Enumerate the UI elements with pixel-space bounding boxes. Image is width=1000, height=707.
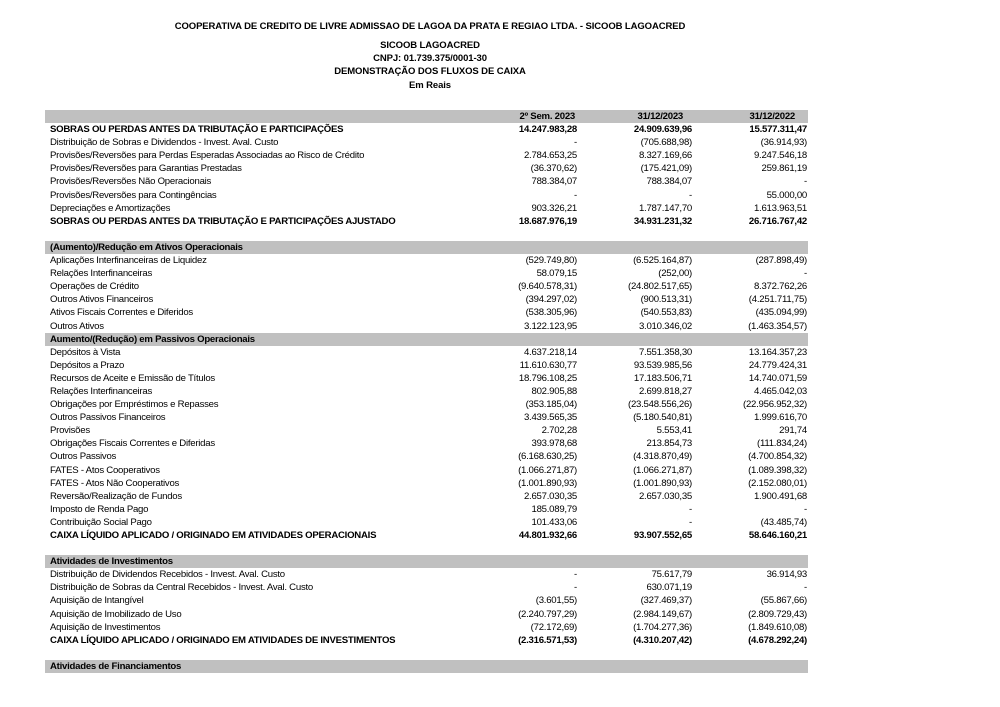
row-value: (1.704.277,36) xyxy=(633,621,692,633)
row-value: (4.310.207,42) xyxy=(633,634,692,646)
table-row xyxy=(45,189,808,202)
row-value: 4.637.218,14 xyxy=(523,346,577,358)
row-value: (4.700.854,32) xyxy=(748,451,807,463)
row-value: (1.463.354,57) xyxy=(748,320,807,332)
row-value: - xyxy=(804,268,807,280)
row-value: 75.617,79 xyxy=(651,569,692,581)
row-value: (4.678.292,24) xyxy=(748,634,807,646)
row-label: SOBRAS OU PERDAS ANTES DA TRIBUTAÇÃO E PARTICIPAÇÕES xyxy=(50,124,344,136)
row-label: Outros Passivos xyxy=(50,451,117,463)
table-row xyxy=(45,516,808,529)
row-value: (6.168.630,25) xyxy=(518,451,577,463)
row-label: Imposto de Renda Pago xyxy=(50,503,149,515)
row-value: 393.978,68 xyxy=(531,438,577,450)
row-label: (Aumento)/Redução em Ativos Operacionais xyxy=(50,241,243,253)
row-value: - xyxy=(689,516,692,528)
table-row xyxy=(45,450,808,463)
row-label: FATES - Atos Cooperativos xyxy=(50,464,160,476)
table-row xyxy=(45,464,808,477)
table-row xyxy=(45,477,808,490)
row-value: 93.907.552,65 xyxy=(633,530,692,541)
row-value: 1.999.616,70 xyxy=(753,412,807,424)
row-value: (2.809.729,43) xyxy=(748,608,807,620)
row-value: 24.779.424,31 xyxy=(748,359,807,371)
table-row xyxy=(45,581,808,594)
row-label: Provisões/Reversões Não Operacionais xyxy=(50,176,212,188)
row-value: - xyxy=(574,189,577,201)
row-label: Provisões/Reversões para Perdas Esperadas Associadas ao Risco de Crédito xyxy=(50,150,365,162)
row-value: 213.854,73 xyxy=(646,438,692,450)
row-value: 58.079,15 xyxy=(536,268,577,280)
row-value: - xyxy=(574,582,577,594)
row-value: (3.601,55) xyxy=(535,595,577,607)
row-label: Aquisição de Investimentos xyxy=(50,621,161,633)
table-row xyxy=(45,621,808,634)
row-value: (1.001.890,93) xyxy=(518,477,577,489)
table-row xyxy=(45,424,808,437)
row-label: Depreciações e Amortizações xyxy=(50,202,171,214)
row-value: (5.180.540,81) xyxy=(633,412,692,424)
row-value: 26.716.767,42 xyxy=(748,215,807,227)
row-value: 2.699.818,27 xyxy=(638,385,692,397)
table-row xyxy=(45,437,808,450)
row-value: (111.834,24) xyxy=(757,438,807,450)
row-value: 788.384,07 xyxy=(531,176,577,188)
row-value: 44.801.932,66 xyxy=(518,530,577,541)
row-label: Outros Passivos Financeiros xyxy=(50,412,166,424)
row-value: 2.702,28 xyxy=(541,425,577,437)
table-row xyxy=(45,568,808,581)
row-value: (1.089.398,32) xyxy=(748,464,807,476)
row-label: Outros Ativos Financeiros xyxy=(50,294,154,306)
row-value: - xyxy=(574,137,577,149)
row-value: (4.251.711,75) xyxy=(748,294,807,306)
row-value: 13.164.357,23 xyxy=(748,346,807,358)
row-value: 1.613.963,51 xyxy=(753,202,807,214)
row-value: 15.577.311,47 xyxy=(749,124,807,136)
row-label: Obrigações Fiscais Correntes e Diferidas xyxy=(50,438,215,450)
section-header-row xyxy=(45,333,808,346)
column-header: 31/12/2022 xyxy=(749,111,795,122)
spacer-row xyxy=(45,228,808,241)
row-value: 259.861,19 xyxy=(761,163,807,175)
row-value: (6.525.164,87) xyxy=(633,255,692,267)
row-value: (22.956.952,32) xyxy=(743,399,807,411)
section-header-row xyxy=(45,241,808,254)
table-row xyxy=(45,411,808,424)
row-value: (394.297,02) xyxy=(525,294,577,306)
section-header-row xyxy=(45,660,808,673)
table-row xyxy=(45,136,808,149)
spacer-row xyxy=(45,542,808,555)
column-header: 2º Sem. 2023 xyxy=(519,111,575,122)
row-label: Depósitos à Vista xyxy=(50,346,121,358)
currency-unit: Em Reais xyxy=(409,80,451,91)
row-value: 55.000,00 xyxy=(766,189,807,201)
row-value: 2.657.030,35 xyxy=(523,490,577,502)
table-header-row xyxy=(45,110,808,123)
row-value: (175.421,09) xyxy=(640,163,692,175)
row-value: (72.172,69) xyxy=(530,621,577,633)
row-label: Contribuição Social Pago xyxy=(50,516,152,528)
row-label: Atividades de Financiamentos xyxy=(50,660,182,672)
column-header: 31/12/2023 xyxy=(637,111,683,122)
row-value: 18.796.108,25 xyxy=(518,372,577,384)
row-value: (287.898,49) xyxy=(755,255,807,267)
row-value: (1.849.610,08) xyxy=(748,621,807,633)
row-value: - xyxy=(574,569,577,581)
spacer-row xyxy=(45,647,808,660)
row-value: 34.931.231,32 xyxy=(633,215,692,227)
row-value: 788.384,07 xyxy=(646,176,692,188)
row-value: 101.433,06 xyxy=(531,516,577,528)
row-value: 18.687.976,19 xyxy=(518,215,577,227)
table-row xyxy=(45,293,808,306)
row-value: 8.327.169,66 xyxy=(638,150,692,162)
cnpj: CNPJ: 01.739.375/0001-30 xyxy=(373,53,487,64)
row-value: 17.183.506,71 xyxy=(633,372,692,384)
row-label: Aplicações Interfinanceiras de Liquidez xyxy=(50,255,207,267)
table-row xyxy=(45,372,808,385)
row-label: Provisões xyxy=(50,425,90,437)
row-value: (2.240.797,29) xyxy=(518,608,577,620)
row-value: 8.372.762,26 xyxy=(753,281,807,293)
row-value: 11.610.630,77 xyxy=(519,359,577,371)
table-row xyxy=(45,608,808,621)
total-row xyxy=(45,634,808,647)
row-label: Ativos Fiscais Correntes e Diferidos xyxy=(50,307,193,319)
row-value: 24.909.639,96 xyxy=(633,124,692,136)
row-label: Recursos de Aceite e Emissão de Títulos xyxy=(50,372,215,384)
row-value: 185.089,79 xyxy=(531,503,577,515)
row-value: (327.469,37) xyxy=(640,595,692,607)
row-label: Depósitos a Prazo xyxy=(50,359,125,371)
row-value: 9.247.546,18 xyxy=(753,150,807,162)
row-value: 14.740.071,59 xyxy=(748,372,807,384)
row-value: (2.152.080,01) xyxy=(748,477,807,489)
row-value: 291,74 xyxy=(779,425,807,437)
row-value: (705.688,98) xyxy=(640,137,692,149)
row-value: 802.905,88 xyxy=(531,385,577,397)
row-value: (9.640.578,31) xyxy=(518,281,577,293)
statement-title: DEMONSTRAÇÃO DOS FLUXOS DE CAIXA xyxy=(334,66,526,77)
company-title: COOPERATIVA DE CREDITO DE LIVRE ADMISSAO DE LAGOA DA PRATA E REGIAO LTDA. - SICOOB LAGOACRED xyxy=(174,21,686,32)
row-value: 7.551.358,30 xyxy=(638,346,692,358)
row-value: 36.914,93 xyxy=(766,569,807,581)
row-value: (2.316.571,53) xyxy=(518,634,577,646)
row-value: 93.539.985,56 xyxy=(633,359,692,371)
table-row xyxy=(45,267,808,280)
row-label: Relações Interfinanceiras xyxy=(50,268,153,280)
row-value: (538.305,96) xyxy=(525,307,577,319)
row-label: FATES - Atos Não Cooperativos xyxy=(50,477,180,489)
row-value: 3.010.346,02 xyxy=(638,320,692,332)
row-label: Operações de Crédito xyxy=(50,281,139,293)
row-value: (23.548.556,26) xyxy=(628,399,692,411)
row-value: (2.984.149,67) xyxy=(633,608,692,620)
row-label: Aumento/(Redução) em Passivos Operacionais xyxy=(50,333,255,345)
row-value: (24.802.517,65) xyxy=(628,281,692,293)
table-row xyxy=(45,385,808,398)
table-row xyxy=(45,320,808,333)
row-label: Reversão/Realização de Fundos xyxy=(50,490,182,502)
row-value: (36.914,93) xyxy=(760,137,807,149)
row-value: 3.122.123,95 xyxy=(523,320,577,332)
section-header-row xyxy=(45,555,808,568)
row-value: - xyxy=(689,503,692,515)
row-value: 14.247.983,28 xyxy=(518,124,577,136)
row-value: - xyxy=(804,582,807,594)
row-label: Outros Ativos xyxy=(50,320,104,332)
table-row xyxy=(45,202,808,215)
row-value: 2.784.653,25 xyxy=(523,150,577,162)
row-value: 4.465.042,03 xyxy=(753,385,807,397)
row-value: - xyxy=(804,503,807,515)
row-label: Distribuição de Sobras e Dividendos - Invest. Aval. Custo xyxy=(50,137,279,149)
table-row xyxy=(45,162,808,175)
row-value: 1.787.147,70 xyxy=(638,202,692,214)
row-label: Aquisição de Intangível xyxy=(50,595,144,607)
row-value: 3.439.565,35 xyxy=(523,412,577,424)
table-row xyxy=(45,398,808,411)
total-row xyxy=(45,529,808,542)
row-label: Obrigações por Empréstimos e Repasses xyxy=(50,399,219,411)
table-row xyxy=(45,359,808,372)
row-label: Relações Interfinanceiras xyxy=(50,385,153,397)
row-value: - xyxy=(804,176,807,188)
row-value: (435.094,99) xyxy=(755,307,807,319)
table-row xyxy=(45,306,808,319)
row-label: Provisões/Reversões para Contingências xyxy=(50,189,217,201)
row-label: SOBRAS OU PERDAS ANTES DA TRIBUTAÇÃO E PARTICIPAÇÕES AJUSTADO xyxy=(50,215,396,227)
row-value: (1.066.271,87) xyxy=(633,464,692,476)
row-value: 2.657.030,35 xyxy=(638,490,692,502)
table-row xyxy=(45,254,808,267)
row-value: (1.001.890,93) xyxy=(633,477,692,489)
table-row xyxy=(45,175,808,188)
total-row xyxy=(45,215,808,228)
row-label: Atividades de Investimentos xyxy=(50,556,173,568)
table-row xyxy=(45,280,808,293)
row-label: Distribuição de Dividendos Recebidos - Invest. Aval. Custo xyxy=(50,569,285,581)
table-row xyxy=(45,594,808,607)
row-value: 1.900.491,68 xyxy=(753,490,807,502)
cash-flow-table xyxy=(45,110,808,673)
row-label: CAIXA LÍQUIDO APLICADO / ORIGINADO EM ATIVIDADES DE INVESTIMENTOS xyxy=(50,634,396,646)
table-row xyxy=(45,346,808,359)
row-value: (4.318.870,49) xyxy=(633,451,692,463)
row-value: 630.071,19 xyxy=(646,582,692,594)
row-label: Distribuição de Sobras da Central Recebidos - Invest. Aval. Custo xyxy=(50,582,313,594)
row-label: Provisões/Reversões para Garantias Prestadas xyxy=(50,163,242,175)
row-label: Aquisição de Imobilizado de Uso xyxy=(50,608,182,620)
row-value: 903.326,21 xyxy=(531,202,577,214)
row-value: (36.370,62) xyxy=(530,163,577,175)
row-label: CAIXA LÍQUIDO APLICADO / ORIGINADO EM ATIVIDADES OPERACIONAIS xyxy=(50,530,377,541)
total-row xyxy=(45,123,808,136)
row-value: (252,00) xyxy=(658,268,692,280)
row-value: 5.553,41 xyxy=(656,425,692,437)
row-value: (1.066.271,87) xyxy=(518,464,577,476)
row-value: (353.185,04) xyxy=(525,399,577,411)
row-value: (529.749,80) xyxy=(525,255,577,267)
entity-name: SICOOB LAGOACRED xyxy=(380,40,480,51)
row-value: (55.867,66) xyxy=(760,595,807,607)
table-row xyxy=(45,490,808,503)
table-row xyxy=(45,149,808,162)
table-row xyxy=(45,503,808,516)
row-value: (43.485,74) xyxy=(760,516,807,528)
row-value: 58.646.160,21 xyxy=(748,530,807,541)
row-value: (900.513,31) xyxy=(640,294,692,306)
row-value: - xyxy=(689,189,692,201)
row-value: (540.553,83) xyxy=(640,307,692,319)
